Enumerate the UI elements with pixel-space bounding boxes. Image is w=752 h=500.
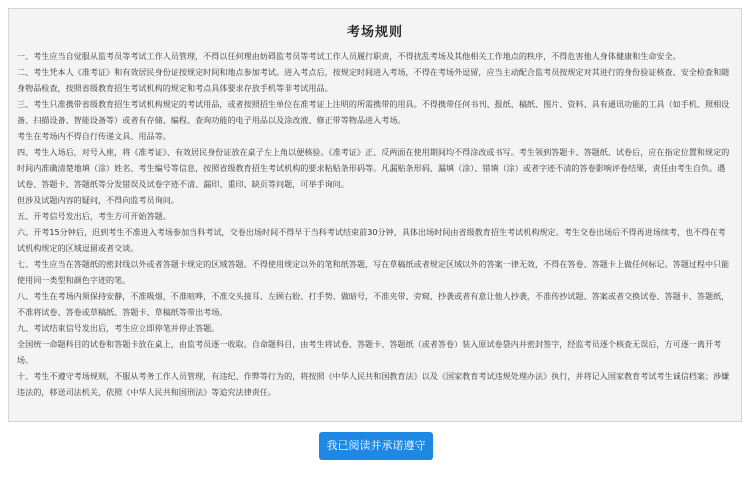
- rule-item-5: 五、开考信号发出后，考生方可开始答题。: [17, 211, 171, 221]
- rule-item-6: 六、开考15分钟后，迟到考生不准进入考场参加当科考试，交卷出场时间不得早于当科考试结束前30分钟，具体出场时间由省级教育招生考试机构规定。考生交卷出场后不得再进场续考，也不得在考试机构规定的区域逗留或者交谈。: [17, 227, 726, 253]
- action-bar: [0, 432, 752, 460]
- rule-item-10: 十、考生不遵守考场规则，不服从考务工作人员管理，有违纪、作弊等行为的，将按照《中华人民共和国教育法》以及《国家教育考试违规处理办法》执行，并将记入国家教育考试考生诚信档案；涉嫌违法的，移送司法机关，依照《中华人民共和国刑法》等追究法律责任。: [17, 371, 730, 397]
- agree-button[interactable]: 我已阅读并承诺遵守: [319, 432, 433, 460]
- rule-item-3: 三、考生只准携带省级教育招生考试机构规定的考试用品，或者按照招生单位在准考证上注明的所需携带的用具。不得携带任何书刊、报纸、稿纸、图片、资料、具有通讯功能的工具（如手机、照相设备、扫描设备、智能设备等）或者有存储、编程、查询功能的电子用品以及涂改液、修正带等物品进入考场。: [17, 99, 730, 125]
- rule-item-4: 四、考生入场后，对号入座，将《准考证》、有效居民身份证放在桌子左上角以便核验。《准考证》正、反两面在使用期间均不得涂改或书写。考生领到答题卡、答题纸、试卷后，应在指定位置和规定的时间内准确清楚地填（涂）姓名、考生编号等信息，按照省级教育招生考试机构的要求粘贴条形码等。凡漏贴条形码、漏填（涂）、错填（涂）或者字迹不清的答卷影响评卷结果，责任由考生自负。遇试卷、答题卡、答题纸等分发错误及试卷字迹不清、漏印、重印、缺页等问题，可举手询问。: [17, 147, 730, 189]
- rule-item-3-note: 考生在考场内不得自行传递文具、用品等。: [17, 131, 171, 141]
- rules-panel: [8, 8, 742, 422]
- rule-item-8: 八、考生在考场内须保持安静，不准吸烟，不准喧哗，不准交头接耳、左顾右盼、打手势、做暗号，不准夹带、旁窥、抄袭或者有意让他人抄袭，不准传抄试题、答案或者交换试卷、答题卡、答题纸，不准将试卷、答卷或草稿纸、答题卡、草稿纸等带出考场。: [17, 291, 730, 317]
- rule-item-7: 七、考生应当在答题纸的密封线以外或者答题卡规定的区域答题。不得使用规定以外的笔和纸答题，写在草稿纸或者规定区域以外的答案一律无效，不得在答卷、答题卡上做任何标记。答题过程中只能使用同一类型和颜色字迹的笔。: [17, 259, 730, 285]
- rule-item-4-note: 但涉及试题内容的疑问，不得向监考员询问。: [17, 195, 179, 205]
- rule-item-9-note: 全国统一命题科目的试卷和答题卡放在桌上，由监考员逐一收取。自命题科目，由考生将试卷、答题卡、答题纸（或者答卷）装入原试卷袋内并密封签字，经监考员逐个核查无误后，方可逐一离开考场。: [17, 339, 722, 365]
- rule-item-2: 二、考生凭本人《准考证》和有效居民身份证按规定时间和地点参加考试。进入考点后，按规定时间进入考场，不得在考场外逗留，应当主动配合监考员按规定对其进行的身份验证核查、安全检查和随身物品检查，按照省级教育招生考试机构的规定和考点具体要求存放手机等非考试用品。: [17, 67, 730, 93]
- rules-title: 考场规则: [346, 25, 403, 40]
- rule-item-1: 一、考生应当自觉服从监考员等考试工作人员管理，不得以任何理由妨碍监考员等考试工作人员履行职责，不得扰乱考场及其他相关工作地点的秩序，不得危害他人身体健康和生命安全。: [17, 51, 681, 61]
- rules-body: [17, 48, 733, 400]
- rule-item-9: 九、考试结束信号发出后，考生应立即停笔并停止答题。: [17, 323, 220, 333]
